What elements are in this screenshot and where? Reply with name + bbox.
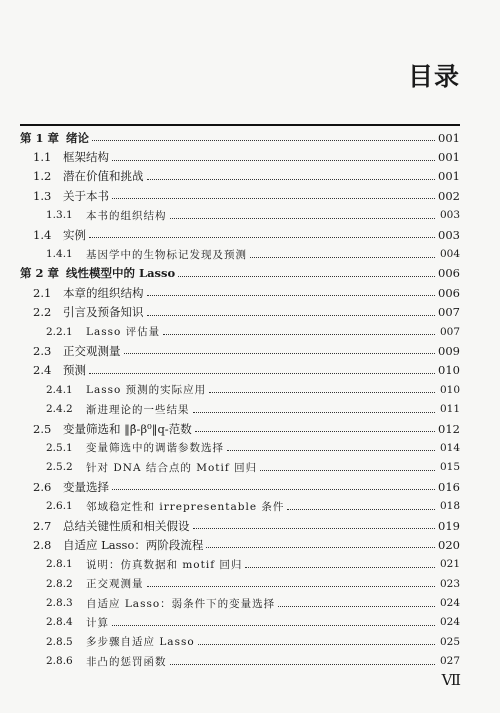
toc-entry-title: 线性模型中的 Lasso: [66, 266, 176, 281]
toc-entry-page: 010: [439, 383, 460, 396]
dot-leader: [147, 315, 436, 316]
dot-leader: [193, 528, 436, 529]
toc-section-entry: [0, 477, 500, 496]
toc-entry-number: 1.4.1: [46, 248, 73, 261]
toc-entry-page: 025: [439, 635, 460, 648]
toc-chapter-entry: [0, 264, 500, 283]
dot-leader: [170, 218, 436, 219]
toc-section-entry: [0, 555, 500, 574]
toc-section-entry: [0, 496, 500, 515]
toc-entry-page: 019: [438, 518, 460, 533]
dot-leader: [112, 198, 435, 199]
toc-section-entry: [0, 380, 500, 399]
toc-entry-page: 001: [438, 150, 460, 165]
toc-section-entry: [0, 535, 500, 554]
dot-leader: [89, 373, 435, 374]
toc-entry-title: 变量选择: [63, 479, 109, 494]
toc-entry-page: 024: [439, 597, 460, 610]
toc-section-entry: [0, 341, 500, 360]
dot-leader: [198, 644, 435, 645]
dot-leader: [195, 431, 435, 432]
toc-entry-title: 实例: [63, 227, 86, 242]
dot-leader: [147, 586, 436, 587]
toc-section-entry: [0, 361, 500, 380]
toc-entry-page: 006: [438, 285, 460, 300]
toc-section-entry: [0, 632, 500, 651]
toc-entry-title: Lasso 预测的实际应用: [86, 384, 207, 397]
toc-entry-title: 预测: [63, 363, 86, 378]
toc-entry-number: 2.4.2: [46, 403, 73, 416]
toc-entry-page: 007: [439, 325, 460, 338]
toc-entry-number: 1.3.1: [46, 209, 73, 222]
toc-entry-title: 计算: [86, 616, 109, 629]
toc-entry-title: 正交观测量: [86, 578, 144, 591]
dot-leader: [278, 606, 435, 607]
toc-entry-page: 016: [438, 479, 460, 494]
toc-section-entry: [0, 225, 500, 244]
dot-leader: [170, 664, 436, 665]
page-title: 目录: [407, 62, 460, 91]
toc-section-entry: [0, 206, 500, 225]
toc-section-entry: [0, 652, 500, 671]
toc-entry-page: 011: [439, 403, 460, 416]
toc-entry-page: 004: [439, 248, 460, 261]
toc-entry-number: 2.8.6: [46, 655, 73, 668]
toc-entry-number: 2.8.2: [46, 577, 73, 590]
toc-entry-number: 2.3: [33, 343, 52, 358]
toc-section-entry: [0, 283, 500, 302]
toc-entry-title: 非凸的惩罚函数: [86, 655, 167, 668]
page-number-roman: Ⅶ: [441, 671, 460, 689]
toc-entry-number: 2.1: [33, 285, 52, 300]
toc-entry-number: 2.5.2: [46, 461, 73, 474]
toc-entry-number: 1.4: [33, 227, 52, 242]
dot-leader: [112, 625, 435, 626]
toc-entry-title: 潜在价值和挑战: [63, 169, 144, 184]
toc-section-entry: [0, 516, 500, 535]
toc-entry-page: 027: [439, 655, 460, 668]
toc-entry-title: 引言及预备知识: [63, 305, 144, 320]
toc-entry-title: 变量筛选和 ‖β̂-β⁰‖q-范数: [63, 421, 192, 436]
dot-leader: [147, 179, 436, 180]
toc-entry-title: 绪论: [66, 130, 89, 145]
toc-entry-page: 007: [438, 305, 460, 320]
toc-entry-number: 2.6: [33, 479, 52, 494]
toc-entry-number: 第 2 章: [20, 266, 60, 281]
dot-leader: [193, 412, 436, 413]
toc-entry-title: 邻域稳定性和 irrepresentable 条件: [86, 500, 285, 513]
dot-leader: [260, 470, 435, 471]
toc-entry-number: 2.5.1: [46, 441, 73, 454]
toc-entry-title: 针对 DNA 结合点的 Motif 回归: [86, 461, 258, 474]
toc-entry-number: 1.2: [33, 169, 52, 184]
toc-section-entry: [0, 419, 500, 438]
toc-entry-number: 2.4: [33, 363, 52, 378]
dot-leader: [112, 489, 435, 490]
toc-entry-title: 变量筛选中的调谐参数选择: [86, 442, 224, 455]
toc-entry-number: 2.8.4: [46, 616, 73, 629]
toc-entry-title: 渐进理论的一些结果: [86, 403, 190, 416]
dot-leader: [92, 140, 435, 141]
toc-entry-number: 2.8: [33, 537, 52, 552]
toc-entry-title: 说明：仿真数据和 motif 回归: [86, 558, 243, 571]
toc-entry-page: 018: [439, 500, 460, 513]
toc-section-entry: [0, 147, 500, 166]
title-rule: [20, 124, 460, 126]
toc-entry-number: 2.5: [33, 421, 52, 436]
toc-entry-number: 2.8.5: [46, 635, 73, 648]
toc-entry-number: 2.7: [33, 518, 52, 533]
dot-leader: [89, 237, 435, 238]
toc-entry-number: 2.2: [33, 305, 52, 320]
toc-entry-title: 自适应 Lasso：两阶段流程: [63, 537, 204, 552]
toc-entry-title: 本书的组织结构: [86, 209, 167, 222]
dot-leader: [163, 334, 435, 335]
toc-entry-title: 正交观测量: [63, 343, 121, 358]
toc-section-entry: [0, 574, 500, 593]
toc-entry-title: 基因学中的生物标记发现及预测: [86, 248, 247, 261]
toc-entry-page: 006: [438, 266, 460, 281]
toc-chapter-entry: [0, 128, 500, 147]
toc-section-entry: [0, 303, 500, 322]
toc-section-entry: [0, 186, 500, 205]
toc-entry-page: 002: [438, 188, 460, 203]
toc-entry-page: 024: [439, 616, 460, 629]
dot-leader: [209, 392, 435, 393]
toc-entry-title: 自适应 Lasso：弱条件下的变量选择: [86, 597, 276, 610]
dot-leader: [147, 295, 436, 296]
toc-entry-page: 009: [438, 343, 460, 358]
toc-entry-title: 关于本书: [63, 188, 109, 203]
toc-entry-title: 框架结构: [63, 150, 109, 165]
toc-entry-number: 第 1 章: [20, 130, 60, 145]
dot-leader: [178, 276, 435, 277]
toc-entry-page: 010: [438, 363, 460, 378]
toc-section-entry: [0, 458, 500, 477]
toc-section-entry: [0, 613, 500, 632]
dot-leader: [112, 160, 435, 161]
toc-entry-number: 2.8.3: [46, 597, 73, 610]
toc-section-entry: [0, 593, 500, 612]
dot-leader: [245, 567, 435, 568]
toc-section-entry: [0, 438, 500, 457]
toc-entry-number: 2.4.1: [46, 383, 73, 396]
toc-entry-page: 012: [438, 421, 460, 436]
toc-entry-page: 020: [438, 537, 460, 552]
toc-entry-page: 003: [438, 227, 460, 242]
dot-leader: [287, 509, 435, 510]
toc-entry-title: 多步骤自适应 Lasso: [86, 636, 195, 649]
toc-section-entry: [0, 244, 500, 263]
dot-leader: [227, 450, 435, 451]
toc-entry-page: 003: [439, 209, 460, 222]
toc-section-entry: [0, 399, 500, 418]
dot-leader: [206, 547, 435, 548]
toc-entry-page: 001: [438, 130, 460, 145]
dot-leader: [250, 257, 435, 258]
toc-entry-page: 023: [439, 577, 460, 590]
toc-entry-number: 2.8.1: [46, 558, 73, 571]
toc-entry-title: 总结关键性质和相关假设: [63, 518, 190, 533]
toc-entry-title: 本章的组织结构: [63, 285, 144, 300]
toc-entry-number: 1.3: [33, 188, 52, 203]
toc-entry-page: 015: [439, 461, 460, 474]
toc-entry-page: 021: [439, 558, 460, 571]
toc-entry-number: 2.2.1: [46, 325, 73, 338]
dot-leader: [124, 353, 436, 354]
toc-entry-title: Lasso 评估量: [86, 326, 161, 339]
toc-entry-number: 2.6.1: [46, 500, 73, 513]
toc-entry-page: 014: [439, 441, 460, 454]
toc-section-entry: [0, 167, 500, 186]
toc-entry-number: 1.1: [33, 150, 52, 165]
toc-entry-page: 001: [438, 169, 460, 184]
table-of-contents: [0, 128, 500, 671]
toc-section-entry: [0, 322, 500, 341]
